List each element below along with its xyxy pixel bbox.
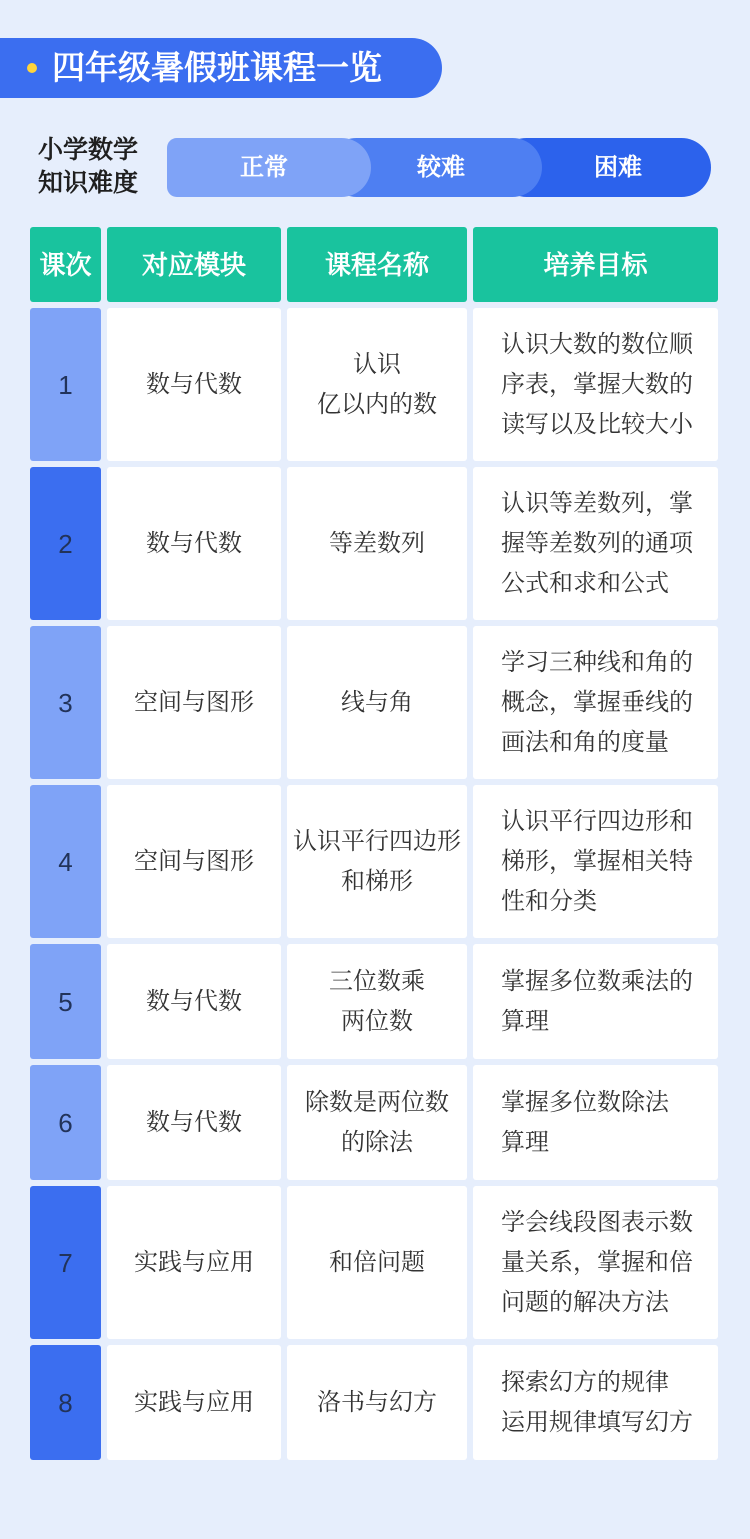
lesson-number-cell xyxy=(30,785,101,938)
goal-cell xyxy=(473,626,718,779)
module-cell xyxy=(107,1065,281,1180)
title-bullet-icon xyxy=(27,63,37,73)
course-name-cell xyxy=(287,1186,467,1339)
goal-cell xyxy=(473,467,718,620)
module-text: 实践与应用 xyxy=(134,1248,254,1276)
goal-line: 运用规律填写幻方 xyxy=(501,1408,693,1436)
course-name-line: 和梯形 xyxy=(341,867,413,895)
course-name-line: 认识平行四边形 xyxy=(293,827,461,855)
goal-line: 算理 xyxy=(501,1128,549,1156)
difficulty-label-line: 知识难度 xyxy=(38,169,139,197)
course-name-line: 等差数列 xyxy=(329,529,425,557)
table-row xyxy=(30,308,718,461)
course-name-cell xyxy=(287,1345,467,1460)
table-header-row xyxy=(30,227,718,302)
column-header-course-name xyxy=(287,227,467,302)
table-row xyxy=(30,1065,718,1180)
module-cell xyxy=(107,944,281,1059)
goal-cell xyxy=(473,944,718,1059)
course-name-line: 认识 xyxy=(353,350,401,378)
lesson-number: 3 xyxy=(58,687,73,718)
goal-cell xyxy=(473,1186,718,1339)
column-header-label: 培养目标 xyxy=(543,249,648,280)
course-name-line: 线与角 xyxy=(341,688,413,716)
course-name-line: 的除法 xyxy=(341,1128,413,1156)
goal-line: 问题的解决方法 xyxy=(501,1288,669,1316)
goal-line: 掌握多位数除法 xyxy=(501,1088,669,1116)
goal-line: 探索幻方的规律 xyxy=(501,1368,669,1396)
module-cell xyxy=(107,785,281,938)
lesson-number-cell xyxy=(30,1345,101,1460)
column-header-module xyxy=(107,227,281,302)
module-text: 空间与图形 xyxy=(134,688,254,716)
course-name-line: 三位数乘 xyxy=(329,967,425,995)
goal-line: 算理 xyxy=(501,1007,549,1035)
module-cell xyxy=(107,626,281,779)
difficulty-level-label: 较难 xyxy=(417,154,465,181)
module-text: 数与代数 xyxy=(146,529,242,557)
module-text: 数与代数 xyxy=(146,987,242,1015)
table-row xyxy=(30,467,718,620)
course-name-cell xyxy=(287,626,467,779)
course-name-cell xyxy=(287,467,467,620)
module-cell xyxy=(107,308,281,461)
course-name-line: 亿以内的数 xyxy=(317,390,437,418)
lesson-number: 5 xyxy=(58,986,73,1017)
page-title: 四年级暑假班课程一览 xyxy=(52,49,382,86)
lesson-number-cell xyxy=(30,1186,101,1339)
goal-line: 认识平行四边形和 xyxy=(501,807,693,835)
goal-line: 公式和求和公式 xyxy=(501,569,669,597)
column-header-label: 课程名称 xyxy=(324,249,429,280)
goal-cell xyxy=(473,785,718,938)
goal-line: 梯形，掌握相关特 xyxy=(501,847,693,875)
course-name-line: 洛书与幻方 xyxy=(317,1388,437,1416)
column-header-goal xyxy=(473,227,718,302)
difficulty-level-label: 困难 xyxy=(594,154,642,181)
lesson-number: 6 xyxy=(58,1107,73,1138)
table-row xyxy=(30,785,718,938)
table-row xyxy=(30,944,718,1059)
lesson-number-cell xyxy=(30,626,101,779)
course-name-cell xyxy=(287,944,467,1059)
lesson-number: 2 xyxy=(58,528,73,559)
table-row xyxy=(30,1345,718,1460)
goal-line: 读写以及比较大小 xyxy=(501,410,693,438)
module-cell xyxy=(107,467,281,620)
lesson-number: 1 xyxy=(58,369,73,400)
course-table xyxy=(30,227,718,1460)
lesson-number: 7 xyxy=(58,1247,73,1278)
goal-line: 握等差数列的通项 xyxy=(501,529,693,557)
goal-line: 掌握多位数乘法的 xyxy=(501,967,693,995)
goal-line: 性和分类 xyxy=(501,887,597,915)
goal-line: 学习三种线和角的 xyxy=(501,648,693,676)
module-text: 实践与应用 xyxy=(134,1388,254,1416)
lesson-number: 8 xyxy=(58,1387,73,1418)
course-name-line: 除数是两位数 xyxy=(305,1088,449,1116)
column-header-label: 对应模块 xyxy=(141,249,246,280)
goal-line: 概念，掌握垂线的 xyxy=(501,688,693,716)
lesson-number-cell xyxy=(30,467,101,620)
table-row xyxy=(30,626,718,779)
title-banner xyxy=(0,38,442,98)
lesson-number-cell xyxy=(30,1065,101,1180)
module-cell xyxy=(107,1345,281,1460)
goal-line: 画法和角的度量 xyxy=(501,728,669,756)
goal-cell xyxy=(473,308,718,461)
goal-line: 序表，掌握大数的 xyxy=(501,370,693,398)
column-header-label: 课次 xyxy=(39,249,92,280)
module-cell xyxy=(107,1186,281,1339)
difficulty-level-label: 正常 xyxy=(240,154,288,181)
module-text: 数与代数 xyxy=(146,1108,242,1136)
difficulty-label-line: 小学数学 xyxy=(38,136,139,164)
goal-line: 认识大数的数位顺 xyxy=(501,330,693,358)
course-name-line: 和倍问题 xyxy=(329,1248,425,1276)
difficulty-level-normal xyxy=(167,138,371,197)
course-name-cell xyxy=(287,1065,467,1180)
lesson-number-cell xyxy=(30,308,101,461)
course-name-cell xyxy=(287,308,467,461)
column-header-lesson xyxy=(30,227,101,302)
goal-line: 学会线段图表示数 xyxy=(501,1208,693,1236)
lesson-number: 4 xyxy=(58,846,73,877)
goal-line: 认识等差数列，掌 xyxy=(501,489,693,517)
difficulty-bar xyxy=(167,138,711,197)
lesson-number-cell xyxy=(30,944,101,1059)
module-text: 空间与图形 xyxy=(134,847,254,875)
goal-cell xyxy=(473,1345,718,1460)
goal-line: 量关系，掌握和倍 xyxy=(501,1248,693,1276)
difficulty-label xyxy=(38,134,138,200)
table-row xyxy=(30,1186,718,1339)
course-name-line: 两位数 xyxy=(341,1007,413,1035)
goal-cell xyxy=(473,1065,718,1180)
module-text: 数与代数 xyxy=(146,370,242,398)
course-name-cell xyxy=(287,785,467,938)
